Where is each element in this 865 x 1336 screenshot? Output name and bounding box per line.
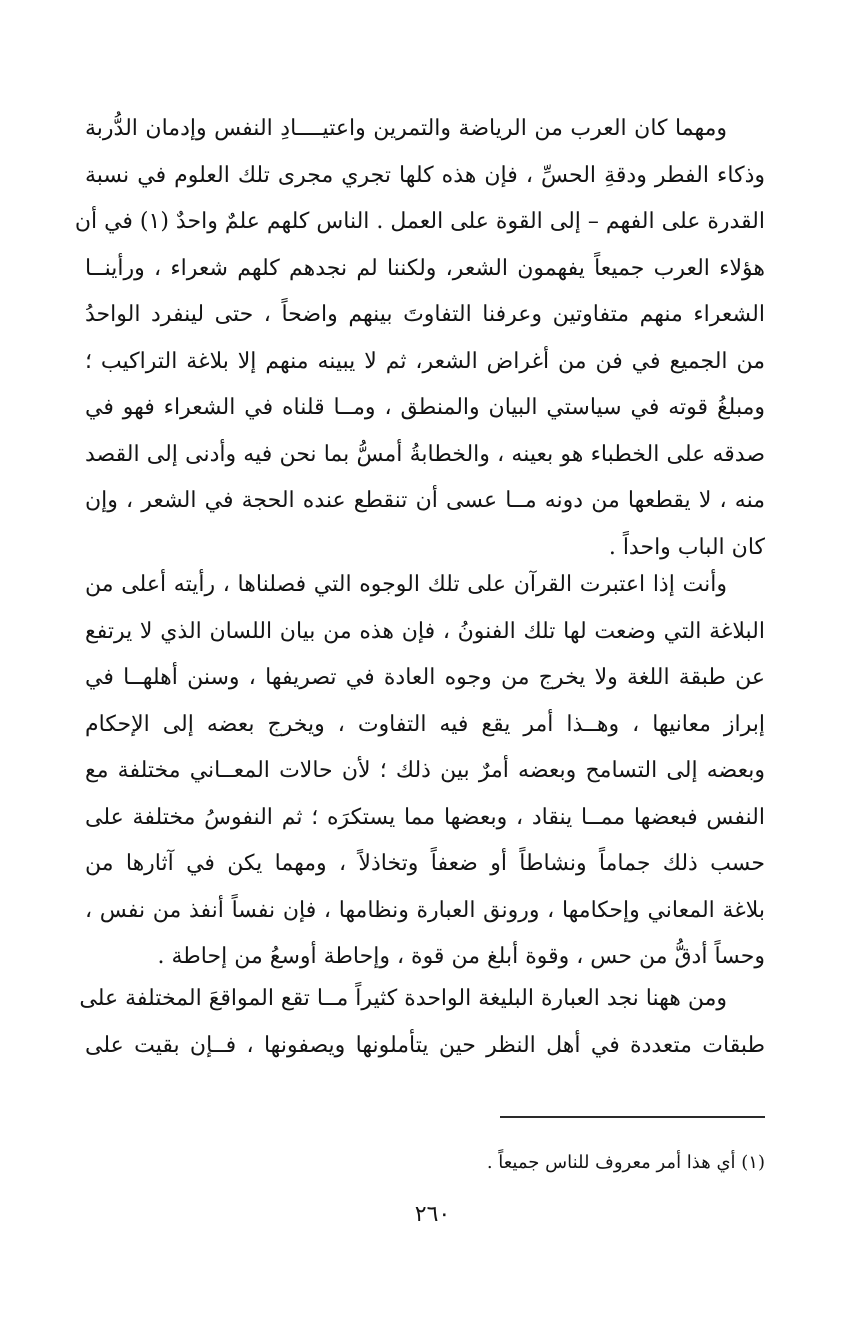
page-number: ٢٦٠	[414, 1202, 451, 1227]
text-line: من الجميع في فن من أغراض الشعر، ثم لا يبينه منهم إلا بلاغة التراكيب ؛	[85, 348, 765, 374]
footnote-divider	[500, 1116, 765, 1118]
text-line: وأنت إذا اعتبرت القرآن على تلك الوجوه التي فصلناها ، رأيته أعلى من	[85, 572, 727, 597]
text-line: ومهما كان العرب من الرياضة والتمرين واعتيــــادِ النفس وإدمان الدُّربة	[85, 116, 727, 141]
text-line: منه ، لا يقطعها من دونه مــا عسى أن تنقطع عنده الحجة في الشعر ، وإن	[85, 488, 765, 513]
text-line: ومن ههنا نجد العبارة البليغة الواحدة كثيراً مــا تقع المواقعَ المختلفة على	[79, 986, 727, 1011]
text-line: وبعضه إلى التسامح وبعضه أمرٌ بين ذلك ؛ لأن حالات المعــاني مختلفة مع	[85, 758, 765, 783]
text-line: كان الباب واحداً .	[608, 534, 765, 560]
text-line: إبراز معانيها ، وهــذا أمر يقع فيه التفاوت ، ويخرج بعضه إلى الإحكام	[85, 711, 765, 737]
text-line: صدقه على الخطباء هو بعينه ، والخطابةُ أمسُّ بما نحن فيه وأدنى إلى القصد	[85, 441, 765, 467]
text-line: النفس فبعضها ممــا ينقاد ، وبعضها مما يستكرَه ؛ ثم النفوسُ مختلفة على	[85, 804, 765, 830]
text-line: طبقات متعددة في أهل النظر حين يتأملونها ويصفونها ، فــإن بقيت على	[85, 1032, 765, 1058]
paragraph-1	[74, 106, 765, 571]
text-line: هؤلاء العرب جميعاً يفهمون الشعر، ولكننا لم نجدهم كلهم شعراء ، ورأينــا	[85, 255, 765, 281]
text-line: حسب ذلك جماماً ونشاطاً أو ضعفاً وتخاذلاً ، ومهما يكن في آثارها من	[85, 851, 765, 876]
text-line: البلاغة التي وضعت لها تلك الفنونُ ، فإن هذه من بيان اللسان الذي لا يرتفع	[85, 618, 765, 644]
footnote: (١) أي هذا أمر معروف للناس جميعاً .	[486, 1152, 765, 1173]
text-line: وحساً أدقُّ من حس ، وقوة أبلغ من قوة ، وإحاطة أوسعُ من إحاطة .	[157, 944, 765, 969]
text-line: القدرة على الفهم – إلى القوة على العمل . الناس كلهم علمٌ واحدٌ (١) في أن	[74, 209, 765, 234]
text-line: ومبلغُ قوته في سياستي البيان والمنطق ، ومــا قلناه في الشعراء فهو في	[85, 395, 765, 420]
text-line: عن طبقة اللغة ولا يخرج من وجوه العادة في تصريفها ، وسنن أهلهــا في	[85, 665, 765, 690]
text-line: بلاغة المعاني وإحكامها ، ورونق العبارة ونظامها ، فإن نفساً أنفذ من نفس ،	[85, 897, 765, 923]
text-line: الشعراء منهم متفاوتين وعرفنا التفاوتَ بينهم واضحاً ، حتى لينفرد الواحدُ	[85, 302, 765, 327]
paragraph-2	[85, 562, 765, 981]
paragraph-3	[79, 976, 765, 1069]
text-line: وذكاء الفطر ودقةِ الحسِّ ، فإن هذه كلها تجري مجرى تلك العلوم في نسبة	[85, 162, 765, 188]
